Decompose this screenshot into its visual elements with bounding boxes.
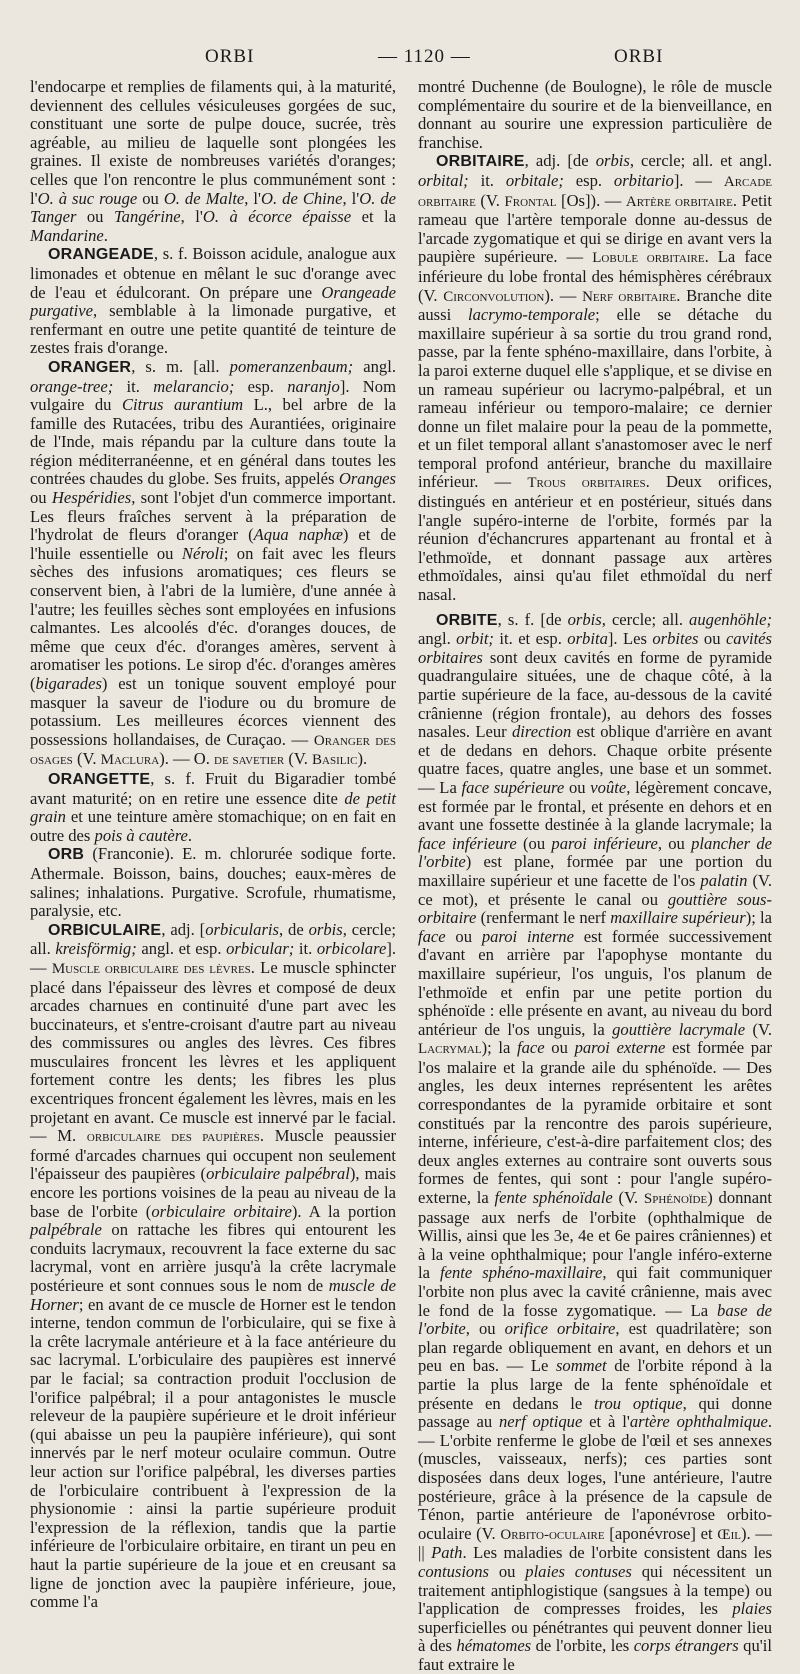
entry-orbite: ORBITE, s. f. [de orbis, cercle; all. augenhöhle; angl. orbit; it. et esp. orbita]. Les orbites ou cavités orbitaires sont deux cavités en forme de pyramide quadrangulaire situées, une de chaque côté, à la partie supérieure de la face, au-dessous de la cavité crânienne (région frontale), au dehors des fosses nasales. Leur direction est oblique d'arrière en avant et de dedans en dehors. Chaque orbite présente quatre faces, quatre angles, une base et un sommet. — La face supérieure ou voûte, légèrement concave, est formée par le frontal, et présente en dehors et en avant une fossette destinée à la glande lacrymale; la face inférieure (ou paroi inférieure, ou plancher de l'orbite) est plane, formée par une portion du maxillaire supérieur et une facette de l'os palatin (V. ce mot), et présente le canal ou gouttière sous-orbitaire (renfermant le nerf maxillaire supérieur); la face ou paroi interne est formée successivement d'avant en arrière par l'apophyse montante du maxillaire supérieur, l'os unguis, l'os planum de l'ethmoïde et enfin par une petite portion du sphénoïde : elle présente en avant, au niveau du bord antérieur de l'os unguis, la gouttière lacrymale (V. Lacrymal); la face ou paroi externe est formée par l'os malaire et la grande aile du sphénoïde. — Des angles, les deux internes représentent les arêtes correspondantes de la pyramide orbitaire et sont constitués par la rencontre des parois supérieure, interne, inférieure, c'est-à-dire parfaitement clos; des deux angles externes au contraire sont ouverts sous formes de fentes, qui sont : pour l'angle supéro-externe, la fente sphénoïdale (V. Sphénoïde) donnant passage aux nerfs de l'orbite (ophthalmique de Willis, ainsi que les 3e, 4e et 6e paires crâniennes) et à la veine ophthalmique; pour l'angle inféro-externe la fente sphéno-maxillaire, qui fait communiquer l'orbite non plus avec la cavité crânienne, mais avec le fond de la fosse zygomatique. — La base de l'orbite, ou orifice orbitaire, est quadrilatère; son plan regarde obliquement en avant, en dehors et un peu en bas. — Le sommet de l'orbite répond à la partie la plus large de la fente sphénoïdale et présente en dedans le trou optique, qui donne passage au nerf optique et à l'artère ophthalmique. — L'orbite renferme le globe de l'œil et ses annexes (muscles, vaisseaux, nerfs); ces parties sont disposées dans deux loges, l'une antérieure, l'autre postérieure, grâce à la présence de la capsule de Ténon, partie antérieure de l'aponévrose orbito-oculaire (V. Orbito-oculaire [aponévrose] et Œil). — || Path. Les maladies de l'orbite consistent dans les contusions ou plaies contuses qui nécessitent un traitement antiphlogistique (sangsues à la tempe) ou l'application de compresses froides, les plaies superficielles ou pénétrantes qui peuvent donner lieu à des hématomes de l'orbite, les corps étrangers qu'il faut extraire le: [418, 609, 773, 1674]
entry-orangeade: ORANGEADE, s. f. Boisson acidule, analogue aux limonades et obtenue en mêlant le suc d'orange avec de l'eau et édulcorant. On prépare une Orangeade purgative, semblable à la limonade purgative, et renfermant en outre une petite quantité de teinture de zestes frais d'orange.: [30, 244, 396, 358]
header-left-word: ORBI: [205, 46, 255, 67]
headword-orb: ORB: [48, 846, 85, 864]
headword-orangeade: ORANGEADE: [48, 246, 154, 264]
headword-oranger: ORANGER: [48, 358, 132, 376]
headword-orangette: ORANGETTE: [48, 770, 151, 788]
running-head: [0, 46, 800, 74]
headword-orbiculaire: ORBICULAIRE: [48, 921, 162, 939]
entry-oranger: ORANGER, s. m. [all. pomeranzenbaum; angl. orange-tree; it. melarancio; esp. naranjo]. Nom vulgaire du Citrus aurantium L., bel arbre de la famille des Rutacées, tribu des Aurantiées, originaire de l'Inde, mais répandu par la culture dans toute la région méditerranéenne, et en général dans toutes les contrées chaudes du globe. Ses fruits, appelés Oranges ou Hespéridies, sont l'objet d'un commerce important. Les fleurs fraîches servent à la préparation de l'hydrolat de fleurs d'oranger (Aqua naphæ) et de l'huile essentielle ou Néroli; on fait avec les fleurs sèches des infusions aromatiques; ces fleurs se conservent bien, à l'abri de la lumière, d'une année à l'autre; les feuilles sèches sont employées en infusions calmantes. Les alcoolés d'éc. d'oranges douces, de même que ceux d'éc. d'oranges amères, servent à aromatiser les potions. Le sirop d'éc. d'oranges amères (bigarades) est un tonique souvent employé pour masquer la saveur de l'iodure ou du bromure de potassium. Les meilleures écorces viennent des possessions hollandaises, de Curaçao. — Oranger des osages (V. Maclura). — O. de savetier (V. Basilic).: [30, 356, 397, 769]
headword-orbitaire: ORBITAIRE: [436, 153, 525, 171]
entry-orangette: ORANGETTE, s. f. Fruit du Bigaradier tombé avant maturité; on en retire une essence dite de petit grain et une teinture amère stomachique; on en fait en outre des pois à cautère.: [30, 768, 396, 845]
header-right-word: ORBI: [614, 46, 664, 67]
entry-orb: ORB (Franconie). E. m. chlorurée sodique forte. Athermale. Boisson, bains, douches; eaux-mères de salines; inhalations. Purgative. Scrofule, rhumatisme, paralysie, etc.: [30, 844, 396, 921]
paragraph-continuation-orange: l'endocarpe et remplies de filaments qui, à la maturité, deviennent des cellules vésiculeuses gorgées de suc, constituant une sorte de pulpe douce, sucrée, très agréable, au milieu de laquelle sont plongées les graines. Il existe de nombreuses variétés d'oranges; celles que l'on rencontre le plus communément sont : l'O. à suc rouge ou O. de Malte, l'O. de Chine, l'O. de Tanger ou Tangérine, l'O. à écorce épaisse et la Mandarine.: [30, 77, 397, 245]
paragraph-continuation-orbiculaire: montré Duchenne (de Boulogne), le rôle de muscle complémentaire du sourire et de la bienveillance, en donnant au sourire une expression particulière de franchise.: [418, 77, 772, 152]
page-number: — 1120 —: [378, 46, 471, 67]
entry-orbitaire: ORBITAIRE, adj. [de orbis, cercle; all. et angl. orbital; it. orbitale; esp. orbitario]. — Arcade orbitaire (V. Frontal [Os]). — Artère orbitaire. Petit rameau que l'artère temporale donne au-dessus de l'arcade zygomatique et qui se dirige en avant vers la paupière supérieure. — Lobule orbitaire. La face inférieure du lobe frontal des hémisphères cérébraux (V. Circonvolution). — Nerf orbitaire. Branche dite aussi lacrymo-temporale; elle se détache du maxillaire supérieur à sa sortie du trou grand rond, passe, par la fente sphéno-maxillaire, dans l'orbite, à la paroi externe duquel elle s'applique, et se divise en un rameau supérieur ou lacrymo-palpébral, et un rameau inférieur ou temporo-malaire; ce dernier donne un filet malaire pour la peau de la pommette, et un filet temporal allant s'anastomoser avec le nerf temporal profond antérieur, branche du maxillaire inférieur. — Trous orbitaires. Deux orifices, distingués en antérieur et en postérieur, situés dans l'angle supéro-interne de l'orbite, formés par la réunion d'échancrures appartenant au frontal et à l'ethmoïde, et donnant passage aux artères ethmoïdales, ainsi qu'au filet ethmoïdal du nerf nasal.: [418, 151, 773, 605]
entry-orbiculaire: ORBICULAIRE, adj. [orbicularis, de orbis, cercle; all. kreisförmig; angl. et esp. orbicular; it. orbicolare].— Muscle orbiculaire des lèvres. Le muscle sphincter placé dans l'épaisseur des lèvres et composé de deux arcades charnues en continuité d'une part avec les buccinateurs, et s'entre-croisant d'autre part au niveau des commissures ou angles des lèvres. Ces fibres musculaires froncent les lèvres et les appliquent fortement contre les dents; les fibres les plus excentriques froncent également les lèvres, mais en les projetant en avant. Ce muscle est innervé par le facial.— M. orbiculaire des paupières. Muscle peaussier formé d'arcades charnues qui occupent non seulement l'épaisseur des paupières (orbiculaire palpébral), mais encore les portions voisines de la peau au niveau de la base de l'orbite (orbiculaire orbitaire). A la portion palpébrale on rattache les fibres qui entourent les conduits lacrymaux, recouvrent la face externe du sac lacrymal, vont en arrière jusqu'à la crête lacrymale postérieure et sont connues sous le nom de muscle de Horner; en avant de ce muscle de Horner est le tendon interne, tendon commun de l'orbiculaire, qui se fixe à la crête lacrymale antérieure et à la face antérieure du sac lacrymal. L'orbiculaire des paupières est innervé par le facial; sa contraction produit l'occlusion de l'orifice palpébral; il a pour antagonistes le muscle releveur de la paupière supérieure et le droit inférieur (qui abaisse un peu la paupière inférieure), qui sont innervés par le nerf moteur oculaire commun. Outre leur action sur l'orifice palpébral, les diverses parties de l'orbiculaire contribuent à l'expression de la physionomie : ainsi la partie supérieure produit l'expression de la réflexion, tandis que la partie inférieure de l'orbiculaire orbitaire, en tirant un peu en haut la partie supérieure de la joue et en creusant sa ligne de jonction avec la paupière inférieure, joue, comme l'a: [30, 919, 396, 1612]
headword-orbite: ORBITE: [436, 611, 498, 629]
right-column: [418, 77, 773, 1674]
left-column: [30, 77, 397, 1612]
